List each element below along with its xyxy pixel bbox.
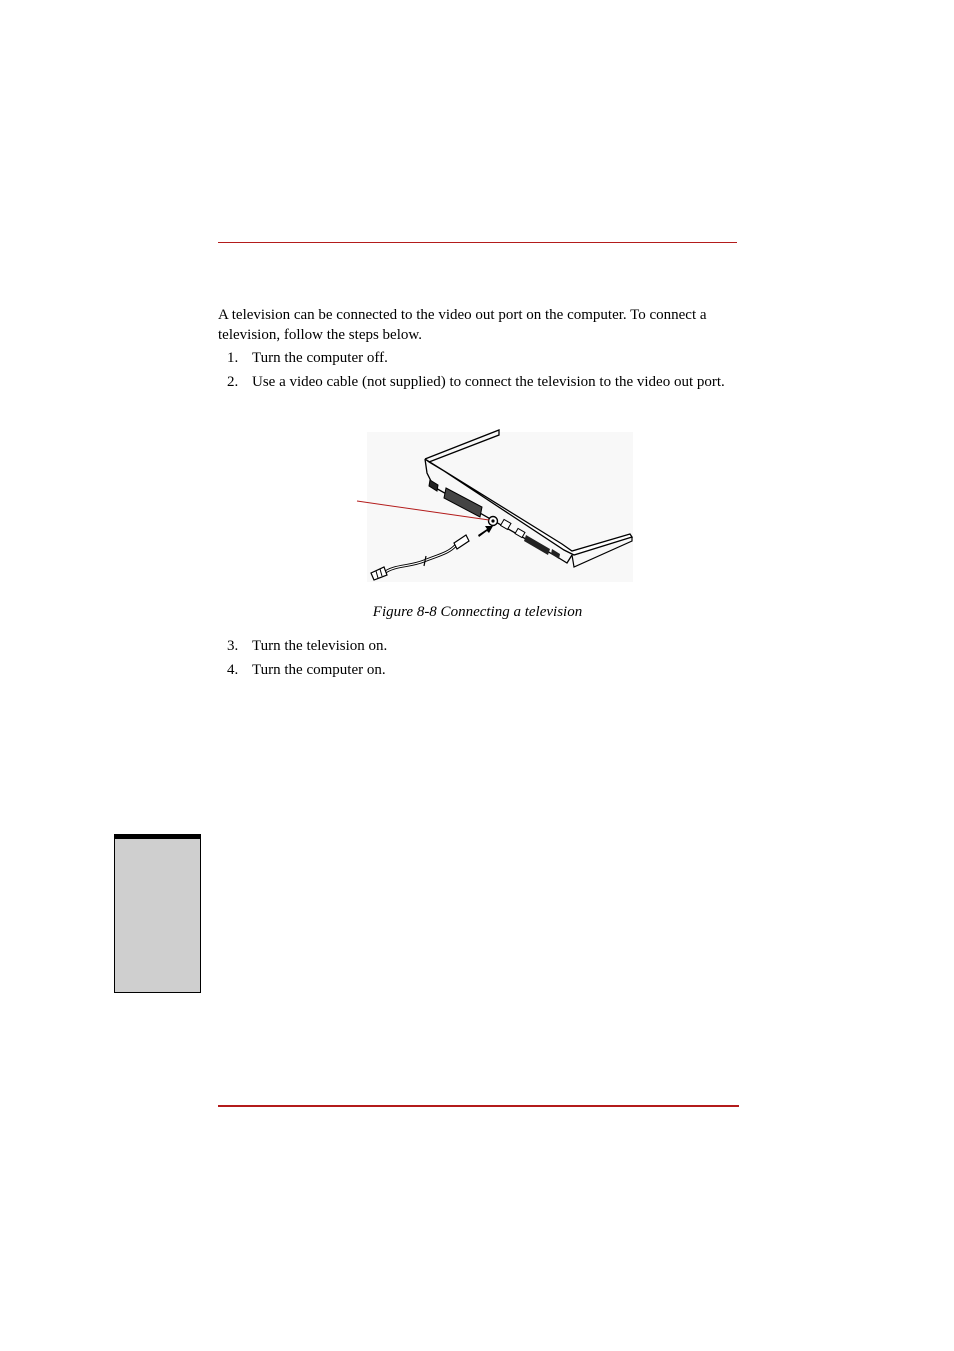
laptop-video-out-illustration — [354, 425, 634, 583]
step-number: 4. — [227, 662, 239, 678]
television-connection-figure — [354, 425, 634, 583]
step-text: Turn the computer on. — [252, 662, 386, 678]
header-rule — [218, 242, 737, 243]
intro-paragraph: A television can be connected to the video out port on the computer. To connect a television, follow the steps below. — [218, 307, 707, 343]
figure-caption: Figure 8-8 Connecting a television — [372, 604, 583, 620]
chapter-side-tab — [114, 834, 201, 993]
step-number: 1. — [227, 350, 239, 366]
step-number: 2. — [227, 374, 239, 390]
step-text: Turn the television on. — [252, 638, 388, 654]
step-number: 3. — [227, 638, 239, 654]
footer-rule — [218, 1105, 739, 1107]
step-text: Turn the computer off. — [252, 350, 388, 366]
step-text: Use a video cable (not supplied) to connect the television to the video out port. — [252, 374, 725, 390]
